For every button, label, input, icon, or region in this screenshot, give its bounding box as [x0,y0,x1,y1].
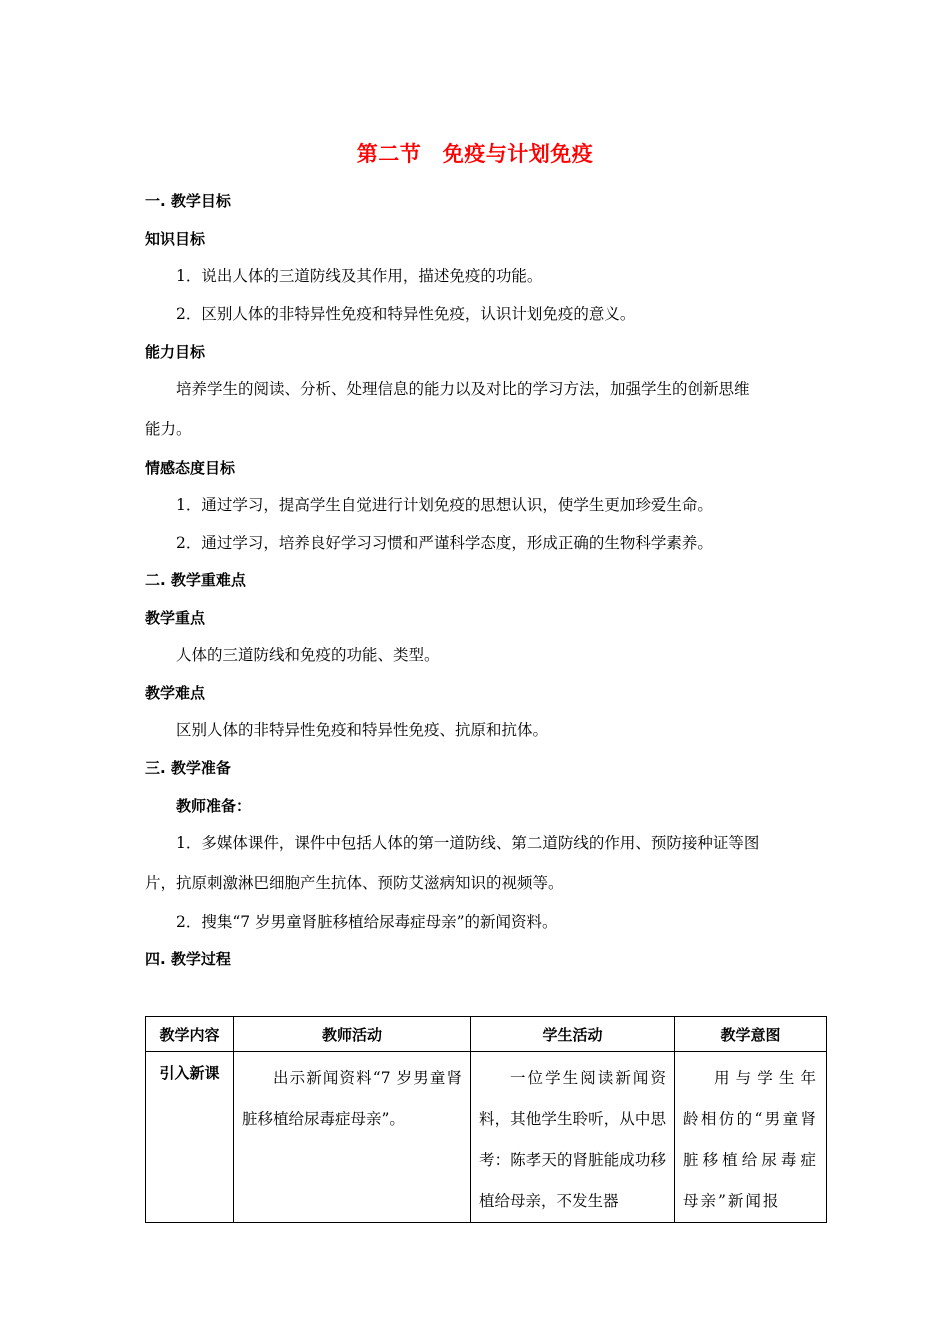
key-text: 人体的三道防线和免疫的功能、类型。 [176,646,440,664]
cell-teacher [234,1052,471,1223]
header-student-activity: 学生活动 [471,1017,675,1052]
section-heading-objectives: 一. 教学目标 [145,192,231,210]
ability-text-line-1: 培养学生的阅读、分析、处理信息的能力以及对比的学习方法，加强学生的创新思维 [176,380,750,398]
subheading-ability: 能力目标 [145,343,206,361]
header-teacher-activity: 教师活动 [234,1017,471,1052]
section-heading-process: 四. 教学过程 [145,950,231,968]
subheading-key: 教学重点 [145,609,206,627]
section-heading-preparation: 三. 教学准备 [145,759,231,777]
table-header-row [146,1017,827,1052]
subheading-difficult: 教学难点 [145,684,206,702]
prep-item-1-line-1: 1．多媒体课件，课件中包括人体的第一道防线、第二道防线的作用、预防接种证等图 [176,834,760,852]
subheading-knowledge: 知识目标 [145,230,206,248]
cell-intent [675,1052,827,1223]
teaching-process-table [145,1016,827,1223]
cell-intent-text: 用与学生年龄相仿的“男童肾脏移植给尿毒症母亲”新闻报 [683,1069,818,1210]
subheading-emotion: 情感态度目标 [145,459,236,477]
emotion-item-1: 1．通过学习，提高学生自觉进行计划免疫的思想认识，使学生更加珍爱生命。 [176,496,713,514]
subheading-teacher-prep: 教师准备： [176,797,252,815]
header-content: 教学内容 [146,1017,234,1052]
cell-content: 引入新课 [146,1052,234,1223]
emotion-item-2: 2．通过学习，培养良好学习习惯和严谨科学态度，形成正确的生物科学素养。 [176,534,713,552]
prep-item-1-line-2: 片，抗原刺激淋巴细胞产生抗体、预防艾滋病知识的视频等。 [145,874,564,892]
cell-student-text: 一位学生阅读新闻资料，其他学生聆听，从中思考：陈孝天的肾脏能成功移植给母亲，不发生器 [479,1069,666,1210]
page-title: 第二节 免疫与计划免疫 [356,142,594,166]
section-heading-key-points: 二. 教学重难点 [145,571,246,589]
knowledge-item-2: 2．区别人体的非特异性免疫和特异性免疫，认识计划免疫的意义。 [176,305,636,323]
prep-item-2: 2．搜集“7 岁男童肾脏移植给尿毒症母亲”的新闻资料。 [176,913,558,931]
table-row [146,1052,827,1223]
knowledge-item-1: 1．说出人体的三道防线及其作用，描述免疫的功能。 [176,267,543,285]
cell-student [471,1052,675,1223]
ability-text-line-2: 能力。 [145,420,192,438]
difficult-text: 区别人体的非特异性免疫和特异性免疫、抗原和抗体。 [176,721,549,739]
cell-teacher-text: 出示新闻资料“7 岁男童肾脏移植给尿毒症母亲”。 [242,1069,462,1128]
header-intent: 教学意图 [675,1017,827,1052]
